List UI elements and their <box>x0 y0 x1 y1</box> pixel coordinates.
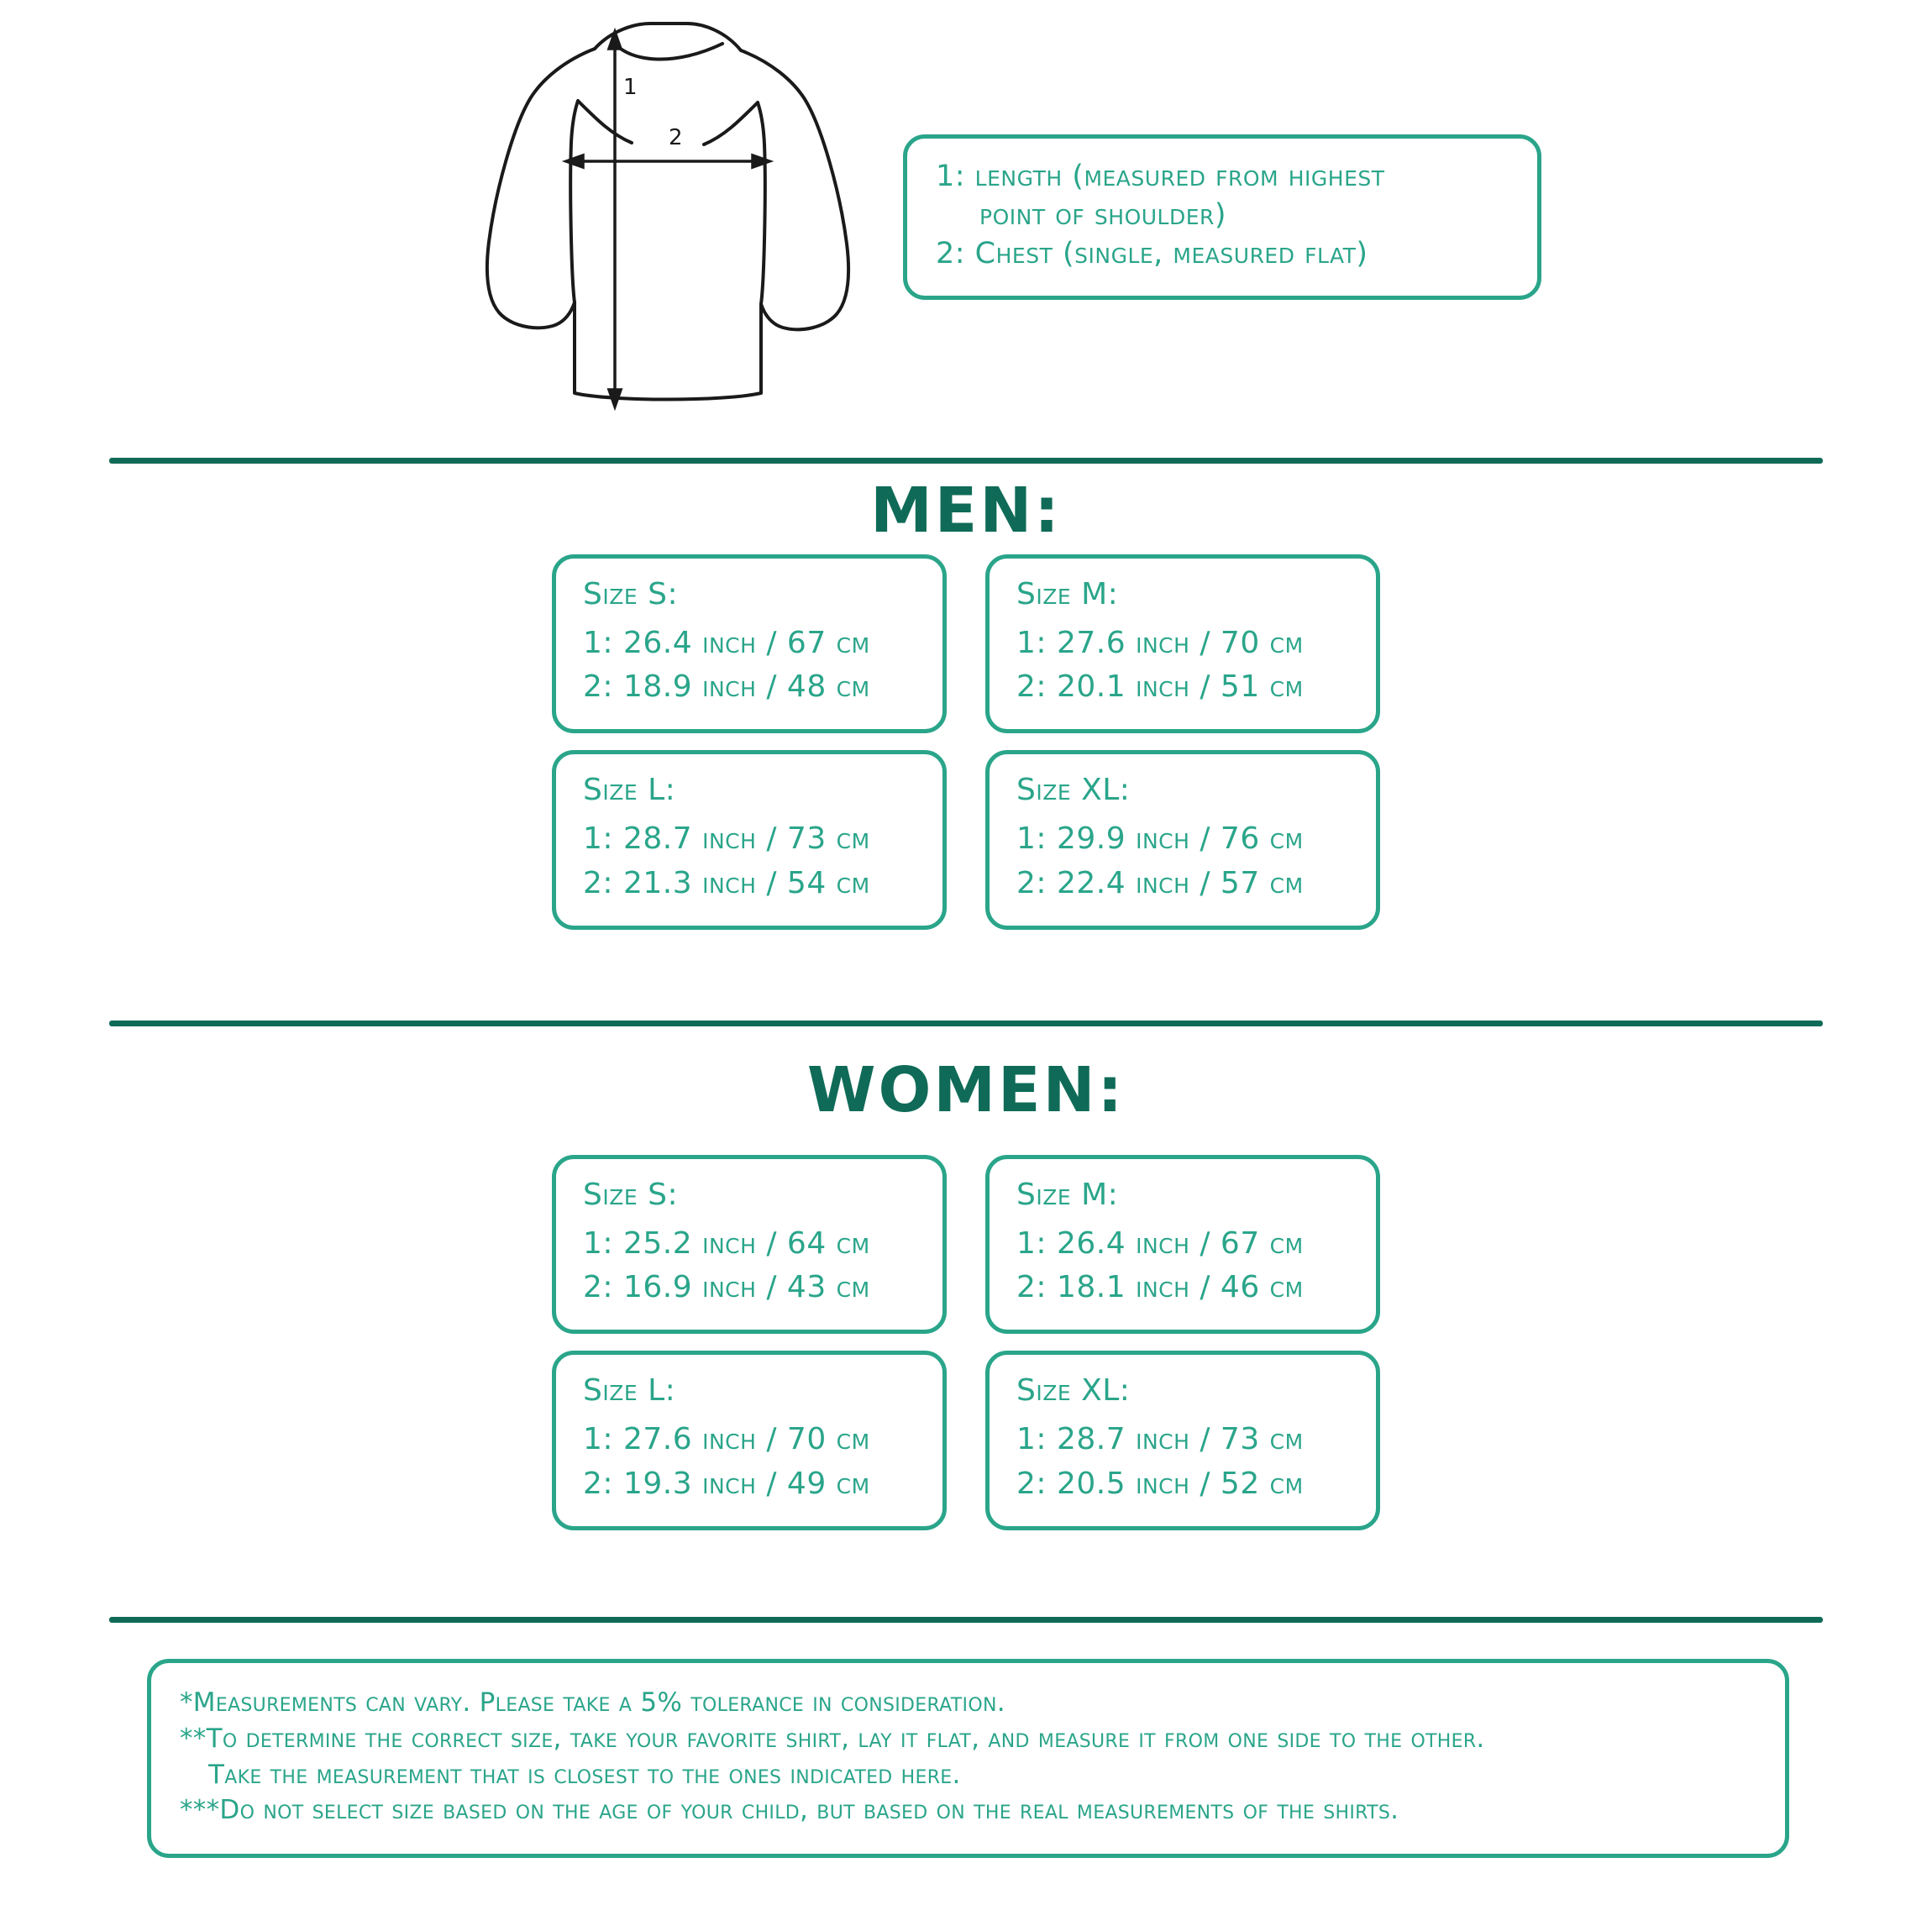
size-card-title: Size M: <box>1016 1178 1119 1212</box>
size-card-men-l[interactable] <box>552 750 947 929</box>
size-card-men-xl[interactable] <box>985 750 1380 929</box>
size-card-title: Size XL: <box>1016 1373 1131 1409</box>
size-card-title: Size M: <box>1016 577 1119 611</box>
size-card-length: 1: 26.4 inch / 67 cm <box>1016 1226 1304 1261</box>
length-marker-label: 1 <box>623 75 638 100</box>
size-card-men-m[interactable] <box>985 554 1380 733</box>
size-card-length: 1: 28.7 inch / 73 cm <box>583 821 870 857</box>
size-card-women-m[interactable] <box>985 1155 1380 1334</box>
size-card-title: Size S: <box>583 577 679 611</box>
legend-line-length: 1: length (measured from highest <box>936 160 1385 193</box>
size-card-women-l[interactable] <box>552 1351 947 1530</box>
size-card-title: Size S: <box>583 1178 679 1212</box>
size-card-length: 1: 28.7 inch / 73 cm <box>1016 1422 1304 1457</box>
size-card-length: 1: 27.6 inch / 70 cm <box>1016 626 1304 660</box>
size-cards-men <box>0 554 1932 930</box>
notes-box <box>147 1659 1789 1858</box>
card-row <box>0 554 1932 733</box>
size-card-title: Size XL: <box>1016 773 1131 808</box>
size-card-chest: 2: 21.3 inch / 54 cm <box>583 865 870 900</box>
shirt-icon <box>470 17 865 428</box>
size-card-chest: 2: 19.3 inch / 49 cm <box>583 1466 870 1501</box>
size-cards-women <box>0 1155 1932 1530</box>
section-title-men: MEN: <box>870 475 1062 547</box>
legend-box <box>903 134 1541 300</box>
note-measure-cont: Take the measurement that is closest to the ones indicated here. <box>208 1759 961 1790</box>
card-row <box>0 750 1932 929</box>
size-card-chest: 2: 20.5 inch / 52 cm <box>1016 1466 1304 1501</box>
legend-line-chest: 2: Chest (single, measured flat) <box>936 237 1368 271</box>
size-card-title: Size L: <box>583 773 676 808</box>
divider-middle <box>109 1021 1823 1026</box>
size-card-chest: 2: 18.1 inch / 46 cm <box>1016 1270 1304 1305</box>
size-card-chest: 2: 16.9 inch / 43 cm <box>583 1270 870 1305</box>
divider-bottom <box>109 1617 1823 1623</box>
size-card-title: Size L: <box>583 1373 676 1409</box>
card-row <box>0 1155 1932 1334</box>
size-card-chest: 2: 18.9 inch / 48 cm <box>583 669 870 705</box>
card-row <box>0 1351 1932 1530</box>
size-card-length: 1: 25.2 inch / 64 cm <box>583 1226 870 1261</box>
illustration-block <box>0 0 1932 445</box>
size-card-chest: 2: 20.1 inch / 51 cm <box>1016 669 1304 705</box>
size-card-women-s[interactable] <box>552 1155 947 1334</box>
size-card-length: 1: 26.4 inch / 67 cm <box>583 626 870 660</box>
note-measure: **To determine the correct size, take your favorite shirt, lay it flat, and measure it from one side to the other. <box>180 1723 1485 1754</box>
note-tolerance: *Measurements can vary. Please take a 5% tolerance in consideration. <box>180 1687 1005 1718</box>
size-card-length: 1: 27.6 inch / 70 cm <box>583 1422 870 1457</box>
size-card-chest: 2: 22.4 inch / 57 cm <box>1016 865 1304 900</box>
size-card-length: 1: 29.9 inch / 76 cm <box>1016 821 1304 857</box>
size-card-women-xl[interactable] <box>985 1351 1380 1530</box>
size-card-men-s[interactable] <box>552 554 947 733</box>
chest-marker-label: 2 <box>669 125 683 150</box>
divider-top <box>109 458 1823 464</box>
note-age: ***Do not select size based on the age of your child, but based on the real measurements of the shirts. <box>180 1795 1399 1826</box>
legend-line-length-cont: point of shoulder) <box>979 198 1227 233</box>
section-title-women: WOMEN: <box>806 1054 1126 1126</box>
